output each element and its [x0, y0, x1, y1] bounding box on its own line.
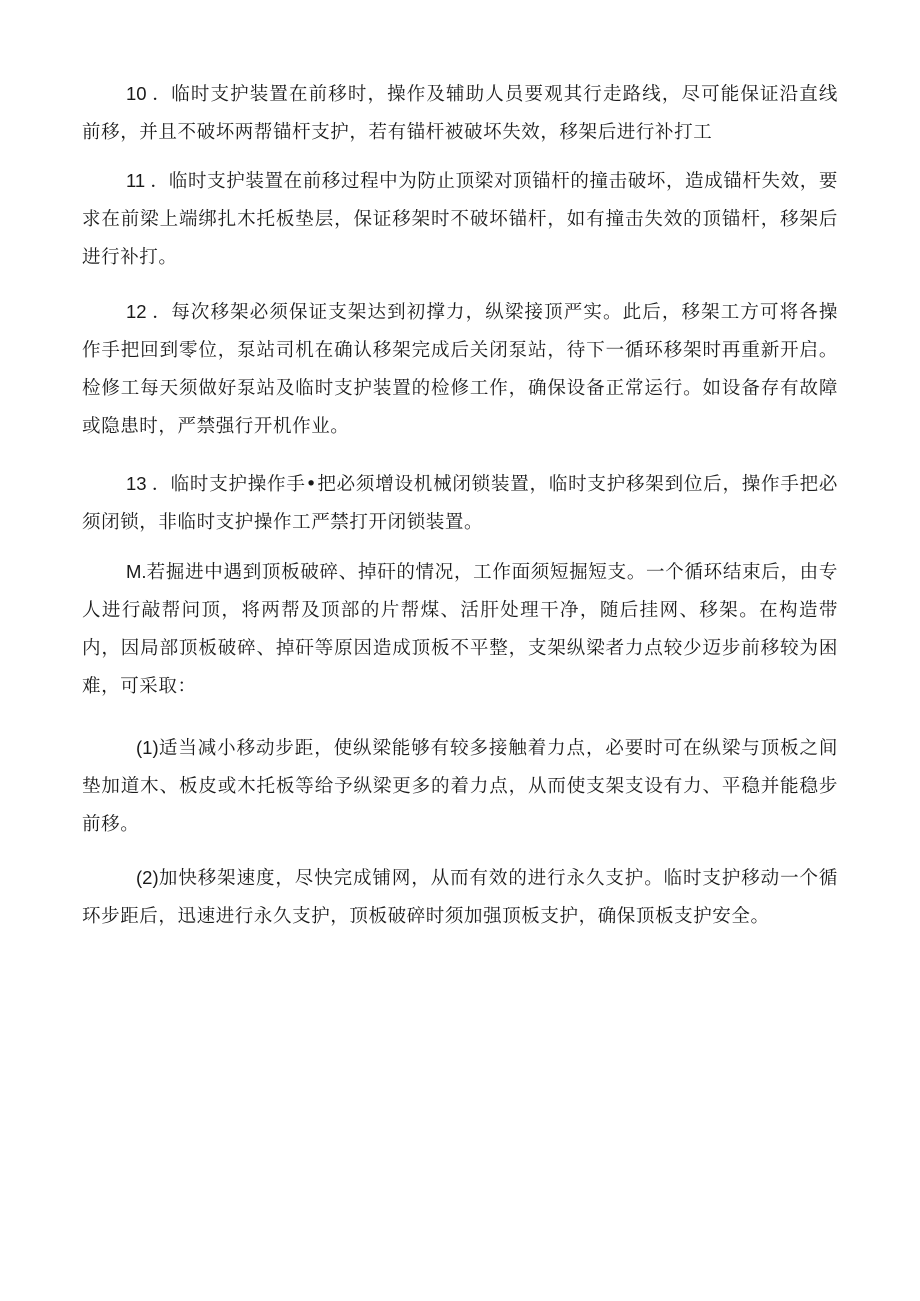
item-number: 10 ．	[126, 83, 172, 104]
paragraph-text: 临时支护装置在前移过程中为防止顶梁对顶锚杆的撞击破坏，造成锚杆失效，要求在前梁上端绑扎木托板垫层，保证移架时不破坏锚杆，如有撞击失效的顶锚杆，移架后进行补打。	[82, 171, 838, 268]
paragraph-item-13	[82, 465, 838, 542]
sub-item-number: (2)	[136, 867, 159, 888]
paragraph-text: 加快移架速度，尽快完成铺网，从而有效的进行永久支护。临时支护移动一个循环步距后，迅速进行永久支护，顶板破碎时须加强顶板支护，确保顶板支护安全。	[82, 868, 838, 927]
item-number: 12 ．	[126, 301, 172, 322]
paragraph-text: 若掘进中遇到顶板破碎、掉矸的情况，工作面须短掘短支。一个循环结束后，由专人进行敲帮问顶，将两帮及顶部的片帮煤、活肝处理干净，随后挂网、移架。在构造带内，因局部顶板破碎、掉矸等原因造成顶板不平整，支架纵梁者力点较少迈步前移较为困难，可采取：	[82, 562, 838, 697]
sub-item-2	[82, 859, 838, 936]
paragraph-item-12	[82, 293, 838, 446]
paragraph-text: 每次移架必须保证支架达到初撑力，纵梁接顶严实。此后，移架工方可将各操作手把回到零位，泵站司机在确认移架完成后关闭泵站，待下一循环移架时再重新开启。检修工每天须做好泵站及临时支护装置的检修工作，确保设备正常运行。如设备存有故障或隐患时，严禁强行开机作业。	[82, 302, 839, 437]
paragraph-item-10	[82, 75, 838, 152]
paragraph-item-11	[82, 162, 838, 277]
item-number: 13 ．	[126, 473, 171, 494]
paragraph-item-m	[82, 553, 838, 706]
paragraph-text: 临时支护操作手•把必须增设机械闭锁装置，临时支护移架到位后，操作手把必须闭锁，非临时支护操作工严禁打开闭锁装置。	[82, 474, 839, 533]
sub-item-number: (1)	[136, 737, 159, 758]
item-number: M.	[126, 561, 147, 582]
sub-item-1	[82, 729, 838, 844]
paragraph-text: 适当减小移动步距，使纵梁能够有较多接触着力点，必要时可在纵梁与顶板之间垫加道木、板皮或木托板等给予纵梁更多的着力点，从而使支架支设有力、平稳并能稳步前移。	[82, 738, 838, 835]
paragraph-text: 临时支护装置在前移时，操作及辅助人员要观其行走路线，尽可能保证沿直线前移，并且不破坏两帮锚杆支护，若有锚杆被破坏失效，移架后进行补打工	[82, 84, 839, 143]
item-number: 11 ．	[126, 170, 169, 191]
